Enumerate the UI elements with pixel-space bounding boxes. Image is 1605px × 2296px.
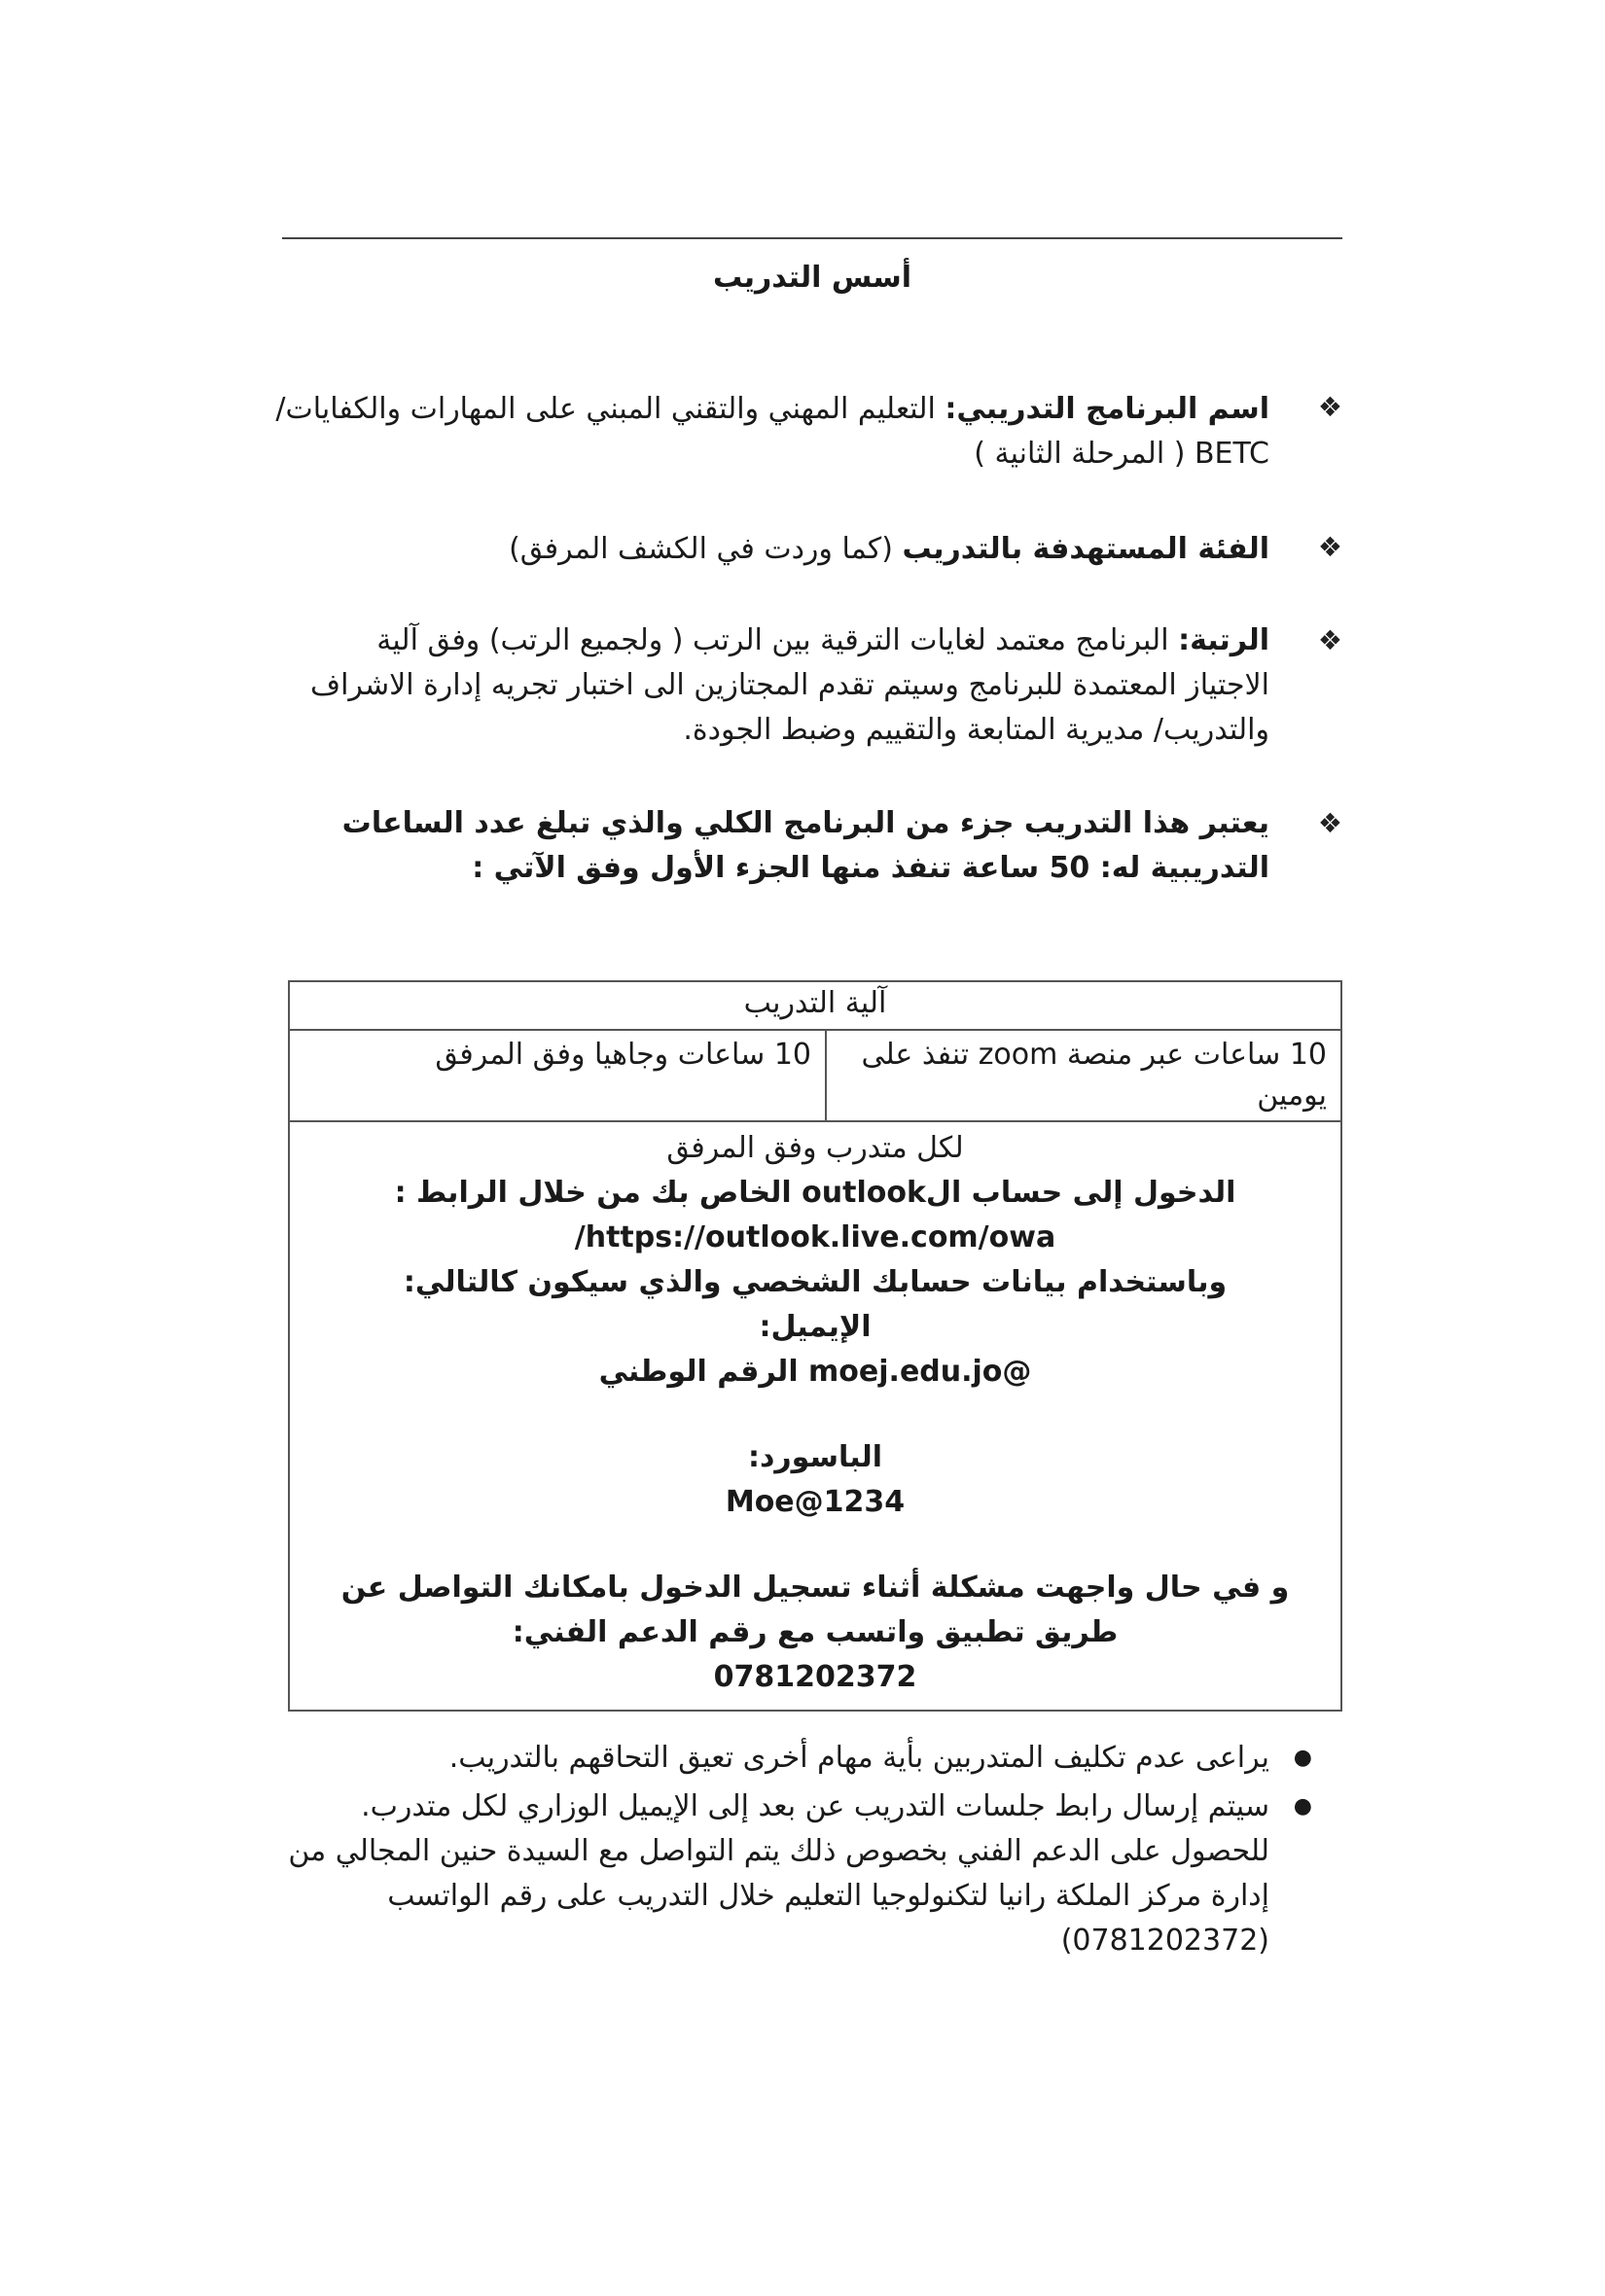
item-rank [297,618,1269,753]
item-label: الرتبة: [1178,623,1269,657]
spacer [303,1525,1327,1566]
account-data-instruction: وباستخدام بيانات حسابك الشخصي والذي سيكون كالتالي: [403,1265,1228,1299]
list-item [253,1736,1312,1781]
per-trainee-note: لكل متدرب وفق المرفق [666,1131,964,1165]
table-header: آلية التدريب [289,981,1341,1030]
item-text: التعليم المهني والتقني المبني على المهارات والكفايات/ BETC ( المرحلة الثانية ) [275,392,1269,471]
notes-list [253,1736,1312,1963]
item-program-hours [277,801,1269,891]
email-value: @moej.edu.jo الرقم الوطني [598,1355,1032,1389]
support-phone-number: 0781202372 [713,1660,917,1694]
bullet-dot-icon: ● [1293,1794,1312,1819]
bullet-icon: ❖ [1317,807,1342,839]
login-instructions-cell [289,1121,1341,1711]
email-label: الإيميل: [759,1310,872,1344]
bullet-icon: ❖ [1317,531,1342,563]
item-label: اسم البرنامج التدريبي: [945,392,1269,426]
zoom-sessions-cell: 10 ساعات عبر منصة zoom تنفذ على يومين [826,1030,1341,1121]
outlook-link[interactable]: /https://outlook.live.com/owa [574,1220,1056,1254]
list-item [253,1784,1312,1963]
password-label: الباسورد: [747,1440,883,1474]
item-target-group [248,527,1269,572]
training-mechanism-table [288,980,1342,1712]
in-person-sessions-cell: 10 ساعات وجاهيا وفق المرفق [289,1030,826,1121]
header-rule [282,237,1342,239]
item-program-name [248,387,1269,477]
item-label: الفئة المستهدفة بالتدريب [902,532,1269,566]
note-text: يراعى عدم تكليف المتدربين بأية مهام أخرى تعيق التحاقهم بالتدريب. [448,1741,1269,1775]
password-value: Moe@1234 [725,1485,906,1519]
document-title: أسس التدريب [712,261,912,295]
spacer [303,1395,1327,1435]
item-text: يعتبر هذا التدريب جزء من البرنامج الكلي والذي تبلغ عدد الساعات التدريبية له: 50 ساعة تنفذ منها الجزء الأول وفق الآتي : [341,806,1269,885]
bullet-icon: ❖ [1317,624,1342,656]
bullet-dot-icon: ● [1293,1746,1312,1770]
item-text: (كما وردت في الكشف المرفق) [509,532,903,566]
support-instruction: و في حال واجهت مشكلة أثناء تسجيل الدخول بامكانك التواصل عن طريق تطبيق واتسب مع رقم الدعم الفني: [340,1571,1290,1649]
note-text: سيتم إرسال رابط جلسات التدريب عن بعد إلى الإيميل الوزاري لكل متدرب. للحصول على الدعم الفني بخصوص ذلك يتم التواصل مع السيدة حنين المجالي من إدارة مركز الملكة رانيا لتكنولوجيا التعليم خلال التدريب على رقم الواتسب (0781202372) [288,1789,1269,1958]
outlook-access-instruction: الدخول إلى حساب الoutlook الخاص بك من خلال الرابط : [394,1176,1236,1210]
bullet-icon: ❖ [1317,391,1342,423]
item-text: البرنامج معتمد لغايات الترقية بين الرتب ( ولجميع الرتب) وفق آلية الاجتياز المعتمدة للبرنامج وسيتم تقدم المجتازين الى اختبار تجريه إدارة الاشراف والتدريب/ مديرية المتابعة والتقييم وضبط الجودة. [309,623,1269,747]
